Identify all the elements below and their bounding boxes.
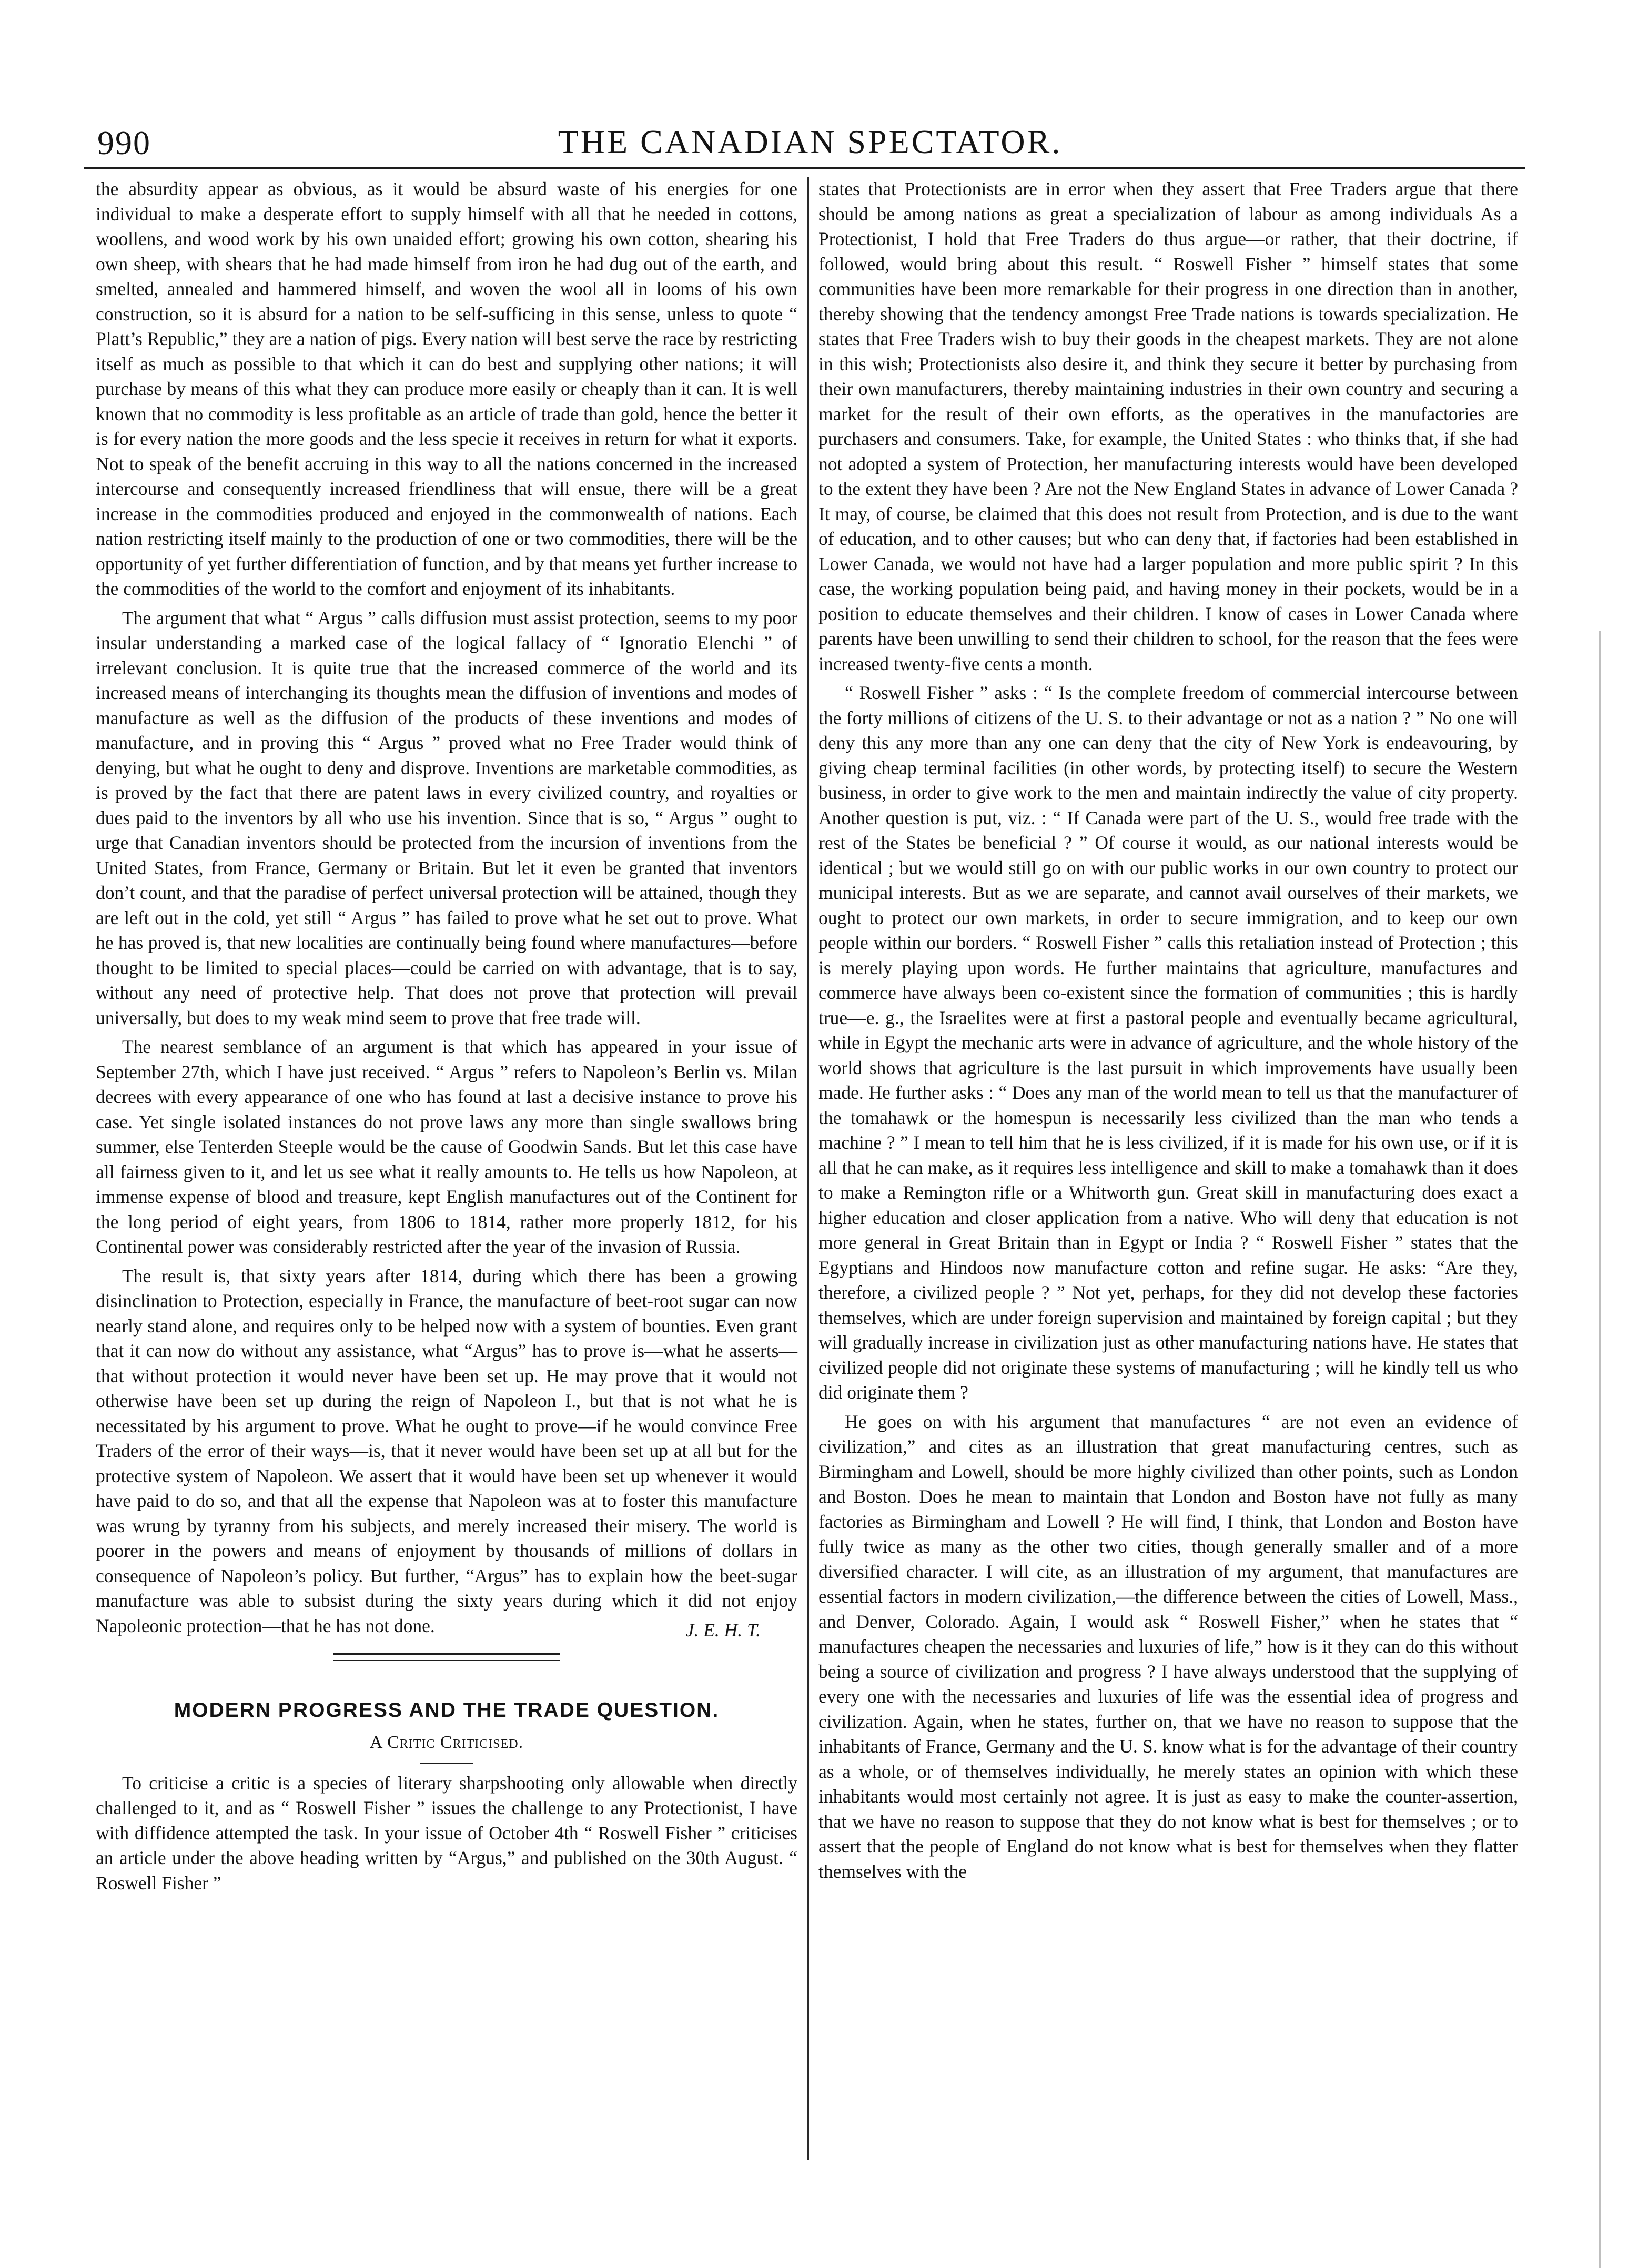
left-column [96, 177, 797, 1900]
article-title: MODERN PROGRESS AND THE TRADE QUESTION. [174, 1698, 720, 1722]
article-paragraph: To criticise a critic is a species of literary sharpshooting only allowable when directly challenged to it, and as “ Roswell Fisher ” issues the challenge to any Protectionist, I have with diffidence attempted the task. In your issue of October 4th “ Roswell Fisher ” criticises an article under the above heading written by “Argus,” and published on the 30th August. “ Roswell Fisher ” [96, 1772, 797, 1894]
body-paragraph: “ Roswell Fisher ” asks : “ Is the complete freedom of commercial intercourse between the forty millions of citizens of the U. S. to their advantage or not as a nation ? ” No one will deny this any more than any one can deny that the city of New York is endeavouring, by giving cheap terminal facilities (in other words, by protecting itself) to secure the Western business, in order to give work to the men and maintain indirectly the value of city property. Another question is put, viz. : “ If Canada were part of the U. S., would free trade with the rest of the States be beneficial ? ” Of course it would, as our national interests would be identical ; but we would still go on with our public works in our own country to protect our municipal interests. But as we are separate, and cannot avail ourselves of their markets, we ought to protect our own markets, in order to secure immigration, and to keep our own people within our borders. “ Roswell Fisher ” calls this retaliation instead of Protection ; this is merely playing upon words. He further maintains that agriculture, manufactures and commerce have always been co-existent since the formation of communities ; this is hardly true—e. g., the Israelites were at first a pastoral people and eventually became agricultural, while in Egypt the mechanic arts were in advance of agriculture, and the whole history of the world shows that agriculture is the last pursuit in which improvements have usually been made. He further asks : “ Does any man of the world mean to tell us that the manufacturer of the tomahawk or the homespun is necessarily less civilized than the man who tends a machine ? ” I mean to tell him that he is less civilized, if it is made for his own use, or if it is all that he can make, as it requires less intelligence and skill to make a tomahawk than it does to make a Remington rifle or a Whitworth gun. Great skill in manufacturing does exact a higher education and closer application from a native. Who will deny that education is not more general in Great Britain than in Egypt or India ? “ Roswell Fisher ” states that the Egyptians and Hindoos now manufacture cotton and refine sugar. He asks: “Are they, therefore, a civilized people ? ” Not yet, perhaps, for they did not develop these factories themselves, which are under foreign supervision and maintained by foreign capital ; but they will gradually increase in civilization just as other manufacturing nations have. He states that civilized people did not originate these systems of manufacturing ; will he kindly tell us who did originate them ? [818, 682, 1518, 1403]
page-header [84, 118, 1536, 166]
masthead-title: THE CANADIAN SPECTATOR. [558, 123, 1063, 160]
body-paragraph: the absurdity appear as obvious, as it would be absurd waste of his energies for one individual to make a desperate effort to supply himself with all that he needed in cottons, woollens, and wood work by his own unaided effort; growing his own cotton, shearing his own sheep, with shears that he had made himself from iron he had dug out of the earth, and smelted, annealed and hammered himself, and woven the wool all in looms of his own construction, so it is absurd for a nation to be self-sufficing in this sense, unless to quote “ Platt’s Republic,” they are a nation of pigs. Every nation will best serve the race by restricting itself as much as possible to that which it can do best and supplying other nations; it will purchase by means of this what they can produce more easily or cheaply than it can. It is well known that no commodity is less profitable as an article of trade than gold, hence the better it is for every nation the more goods and the less specie it receives in return for what it exports. Not to speak of the benefit accruing in this way to all the nations concerned in the increased intercourse and consequently increased friendliness that will ensue, there will be a great increase in the commodities produced and enjoyed in the commonwealth of nations. Each nation restricting itself mainly to the production of one or two commodities, there will be the opportunity of yet further differentiation of function, and by that means yet further increase to the commodities of the world to the comfort and enjoyment of its inhabitants. [96, 178, 797, 599]
body-paragraph: The result is, that sixty years after 1814, during which there has been a growing disinclination to Protection, especially in France, the manufacture of beet-root sugar can now nearly stand alone, and requires only to be helped now with a system of bounties. Even grant that it can now do without any assistance, what “Argus” has to prove is—what he asserts—that without protection it would never have been set up. He may prove that it would not otherwise have been set up during the reign of Napoleon I., but that is not what he is necessitated by his argument to prove. What he ought to prove—if he would convince Free Traders of the error of their ways—is, that it never would have been set up at all but for the protective system of Napoleon. We assert that it would have been set up whenever it would have paid to do so, and that all the expense that Napoleon was at to foster this manufacture was wrung by tyranny from his subjects, and merely increased their misery. The world is poorer in the powers and means of enjoyment by thousands of millions of dollars in consequence of Napoleon’s policy. But further, “Argus” has to explain how the beet-sugar manufacture was able to subsist during the sixty years during which it did not enjoy Napoleonic protection—that he has not done. [96, 1265, 797, 1636]
subtitle-rule [420, 1763, 473, 1764]
body-paragraph: states that Protectionists are in error when they assert that Free Traders argue that there should be among nations as great a specialization of labour as among individuals As a Protectionist, I hold that Free Traders do thus argue—or rather, that their doctrine, if followed, would bring about this result. “ Roswell Fisher ” himself states that some communities have been more remarkable for their progress in one direction than in another, thereby showing that the tendency amongst Free Trade nations is towards specialization. He states that Free Traders wish to buy their goods in the cheapest markets. They are not alone in this wish; Protectionists also desire it, and think they secure it better by purchasing from their own manufacturers, thereby maintaining industries in their own country and securing a market for the result of their own efforts, as the operatives in the manufactories are purchasers and consumers. Take, for example, the United States : who thinks that, if she had not adopted a system of Protection, her manufacturing interests would have been developed to the extent they have been ? Are not the New England States in advance of Lower Canada ? It may, of course, be claimed that this does not result from Protection, and is due to the want of education, and to other causes; but who can deny that, if factories had been established in Lower Canada, we would not have had a larger population and more public spirit ? In this case, the working population being paid, and having money in their pockets, would be in a position to educate themselves and their children. I know of cases in Lower Canada where parents have been unwilling to send their children to school, for the reason that the fees were increased twenty-five cents a month. [818, 178, 1518, 674]
header-rule [84, 167, 1525, 169]
body-paragraph: The argument that what “ Argus ” calls diffusion must assist protection, seems to my poor insular understanding a marked case of the logical fallacy of “ Ignoratio Elenchi ” of irrelevant conclusion. It is quite true that the increased commerce of the world and its increased means of interchanging its thoughts mean the diffusion of inventions and modes of manufacture as well as the diffusion of the products of these inventions and modes of manufacture, and in proving this “ Argus ” proved what no Free Trader would think of denying, but what he ought to deny and disprove. Inventions are marketable commodities, as is proved by the fact that there are patent laws in every civilized country, and royalties or dues paid to the inventors by all who use his invention. Since that is so, “ Argus ” ought to urge that Canadian inventors should be protected from the incursion of inventions from the United States, from France, Germany or Britain. But let it even be granted that inventors don’t count, and that the paradise of perfect universal protection will be attained, though they are left out in the cold, yet still “ Argus ” has failed to prove what he set out to prove. What he has proved is, that new localities are continually being found where manufactures—before thought to be limited to special places—could be carried on with advantage, that is to say, without any need of protective help. That does not prove that protection will prevail universally, but does to my weak mind seem to prove that free trade will. [96, 607, 797, 1028]
author-signature: J. E. H. T. [685, 1619, 761, 1641]
body-paragraph: He goes on with his argument that manufactures “ are not even an evidence of civilization,” and cites as an illustration that great manufacturing centres, such as Birmingham and Lowell, should be more highly civilized than other points, such as London and Boston. Does he mean to maintain that London and Boston have not fully as many factories as Birmingham and Lowell ? He will find, I think, that London and Boston have fully twice as many as the other two cities, though generally smaller and of a more diversified character. I will cite, as an illustration of my argument, that manufactures are essential factors in modern civilization,—the difference between the cities of Lowell, Mass., and Denver, Colorado. Again, I would ask “ Roswell Fisher,” when he states that “ manufactures cheapen the necessaries and luxuries of life,” how is it they can do this without being a source of civilization and progress ? I have always understood that the supplying of every one with the necessaries and luxuries of life was the essential idea of progress and civilization. Again, when he states, further on, that we have no reason to suppose that the inhabitants of France, Germany and the U. S. know what is for the advantage of their country as a whole, or of themselves individually, he merely states an opinion with which these inhabitants would most certainly not agree. It is just as easy to make the counter-assertion, that we have no reason to suppose that they do not know what is best for themselves ; or to assert that the people of England do not know what is best for themselves when they flatter themselves with the [818, 1411, 1518, 1882]
article-subtitle: A Critic Criticised. [369, 1733, 524, 1752]
section-rule [333, 1653, 560, 1661]
page-number: 990 [97, 124, 151, 161]
page-edge-line [1599, 631, 1601, 2268]
body-paragraph: The nearest semblance of an argument is that which has appeared in your issue of September 27th, which I have just received. “ Argus ” refers to Napoleon’s Berlin vs. Milan decrees with every appearance of one who has found at last a decisive instance to prove his case. Yet single isolated instances do not prove laws any more than single swallows bring summer, else Tenterden Steeple would be the cause of Goodwin Sands. But let this case have all fairness given to it, and let us see what it really amounts to. He tells us how Napoleon, at immense expense of blood and treasure, kept English manufactures out of the Continent for the long period of eight years, from 1806 to 1814, rather more properly 1812, for his Continental power was considerably restricted after the year of the invasion of Russia. [96, 1036, 797, 1257]
right-column [818, 177, 1518, 1888]
column-divider [807, 177, 809, 2160]
